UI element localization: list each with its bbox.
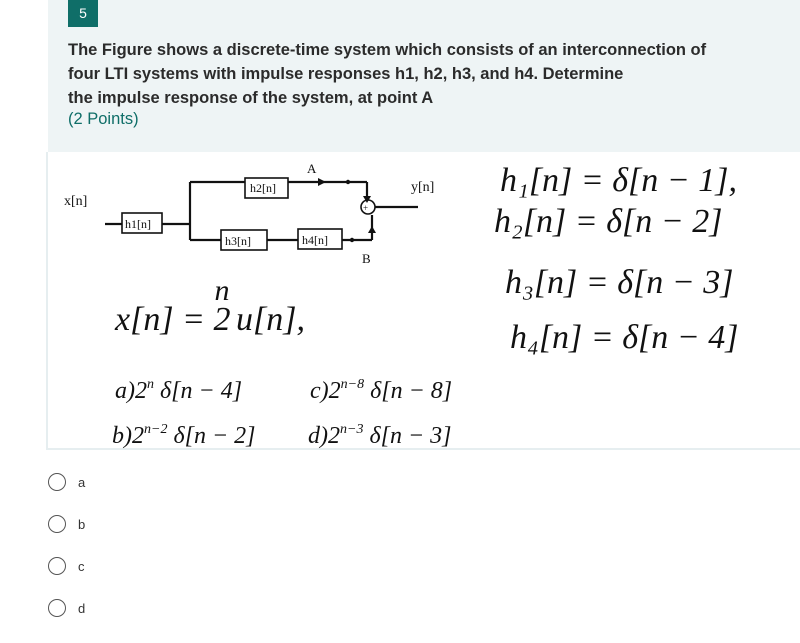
h1-label: h1[n] [125, 217, 151, 231]
radio-button[interactable] [48, 557, 66, 575]
question-line-2: four LTI systems with impulse responses h1, h2, h3, and h4. Determine [68, 65, 624, 83]
radio-button[interactable] [48, 473, 66, 491]
choice-d [308, 422, 451, 449]
choice-c-rest: δ[n − 8] [364, 378, 453, 404]
question-line-1: The Figure shows a discrete-time system which consists of an interconnection of [68, 41, 707, 59]
choice-c-exponent: n−8 [340, 377, 365, 392]
input-definition [114, 274, 305, 338]
h2-definition: h₂[n] = δ[n − 2] [494, 203, 723, 240]
option-label: d [78, 600, 86, 616]
question-number-badge: 5 [68, 0, 98, 27]
question-line-3: the impulse response of the system, at point A [68, 89, 434, 107]
output-label: y[n] [411, 180, 435, 195]
choice-a [115, 377, 242, 404]
input-definition-lhs: x[n] = 2 [115, 301, 231, 338]
choice-d-exponent: n−3 [340, 422, 364, 437]
option-a[interactable] [48, 470, 248, 494]
option-label: b [78, 516, 86, 532]
point-a-label: A [307, 161, 317, 176]
choice-d-base: d)2 [308, 423, 340, 449]
input-label: x[n] [64, 194, 88, 209]
choice-a-rest: δ[n − 4] [154, 378, 243, 404]
h2-label: h2[n] [250, 181, 276, 195]
option-c[interactable] [48, 554, 248, 578]
choice-a-base: a)2 [115, 378, 147, 404]
choice-c [310, 377, 452, 404]
arrow-icon [368, 226, 376, 233]
choice-b [112, 422, 255, 449]
arrow-icon [318, 178, 326, 186]
choice-b-exponent: n−2 [144, 422, 168, 437]
radio-button[interactable] [48, 515, 66, 533]
h3-definition: h₃[n] = δ[n − 3] [505, 264, 734, 301]
option-b[interactable] [48, 512, 248, 536]
h4-definition: h₄[n] = δ[n − 4] [510, 319, 739, 356]
node-dot [346, 180, 350, 184]
h1-definition: h₁[n] = δ[n − 1], [500, 162, 737, 199]
adder-sign: + [363, 203, 369, 213]
question-points: (2 Points) [68, 110, 139, 128]
choice-a-exponent: n [147, 377, 154, 392]
h3-label: h3[n] [225, 234, 251, 248]
radio-button[interactable] [48, 599, 66, 617]
choice-b-rest: δ[n − 2] [167, 423, 256, 449]
option-label: a [78, 474, 86, 490]
choice-c-base: c)2 [310, 378, 341, 404]
h4-label: h4[n] [302, 233, 328, 247]
choice-b-base: b)2 [112, 423, 144, 449]
input-definition-exponent: n [214, 274, 230, 307]
node-dot [350, 238, 354, 242]
choice-d-rest: δ[n − 3] [363, 423, 452, 449]
option-d[interactable] [48, 596, 248, 620]
input-definition-rhs: u[n], [227, 301, 305, 338]
point-b-label: B [362, 251, 371, 266]
option-label: c [78, 558, 85, 574]
